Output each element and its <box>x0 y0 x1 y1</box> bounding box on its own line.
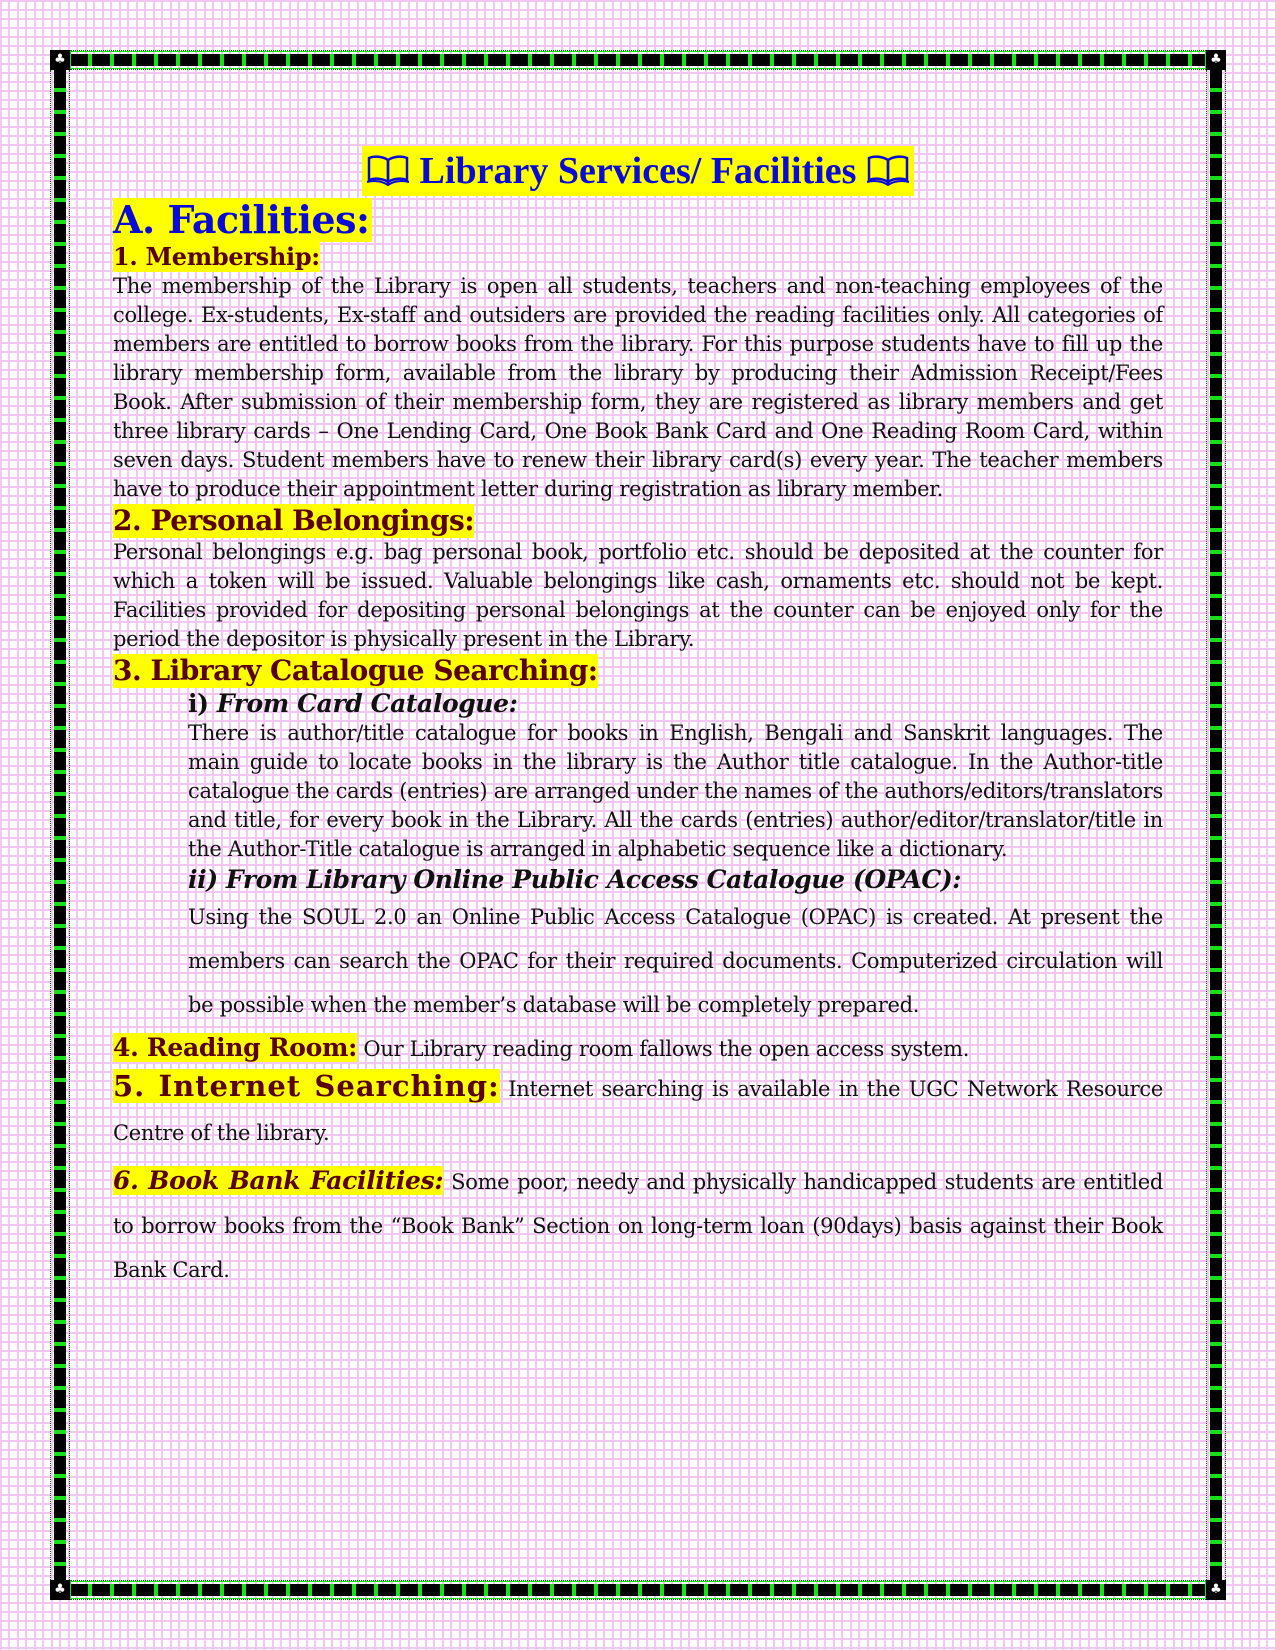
card-catalogue-section <box>188 688 1163 864</box>
border-bottom <box>70 1580 1206 1600</box>
opac-text: Using the SOUL 2.0 an Online Public Access Catalogue (OPAC) is created. At present the members can search the OPAC for their required documents. Computerized circulation will be possible when the member’s database will be completely prepared. <box>188 905 1163 1017</box>
opac-heading-text: ii) From Library Online Public Access Catalogue (OPAC): <box>188 865 962 894</box>
reading-room-heading: 4. Reading Room: <box>113 1033 358 1062</box>
reading-room-text: Our Library reading room fallows the open access system. <box>363 1037 970 1061</box>
open-book-icon <box>366 154 410 186</box>
border-left <box>50 70 70 1580</box>
card-catalogue-heading <box>188 688 1163 719</box>
document-body <box>113 146 1163 1292</box>
internet-text: Internet searching is available in the UGC Network Resource Centre of the library. <box>113 1077 1163 1145</box>
opac-section <box>188 864 1163 1027</box>
opac-heading <box>188 864 1163 895</box>
belongings-text: Personal belongings e.g. bag personal book, portfolio etc. should be deposited at the counter for which a token will be issued. Valuable belongings like cash, ornaments etc. should not be kept. Facilities provided for depositing personal belongings at the counter can be enjoyed only for the period the depositor is physically present in the Library. <box>113 540 1163 651</box>
book-bank-heading: 6. Book Bank Facilities: <box>113 1166 444 1195</box>
card-catalogue-text: There is author/title catalogue for books in English, Bengali and Sanskrit languages. The main guide to locate books in the library is the Author title catalogue. In the Author-title catalogue the cards (entries) are arranged under the names of the authors/editors/translators and title, for every book in the Library. All the cards (entries) author/editor/translator/title in the Author-Title catalogue is arranged in alphabetic sequence like a dictionary. <box>188 721 1163 861</box>
belongings-heading: 2. Personal Belongings: <box>113 504 475 537</box>
border-top <box>70 50 1206 70</box>
movie-camera-icon: ♣ <box>50 1580 70 1600</box>
book-bank-text: Some poor, needy and physically handicapped students are entitled to borrow books from the “Book Bank” Section on long-term loan (90days) basis against their Book Bank Card. <box>113 1170 1163 1282</box>
open-book-icon <box>866 154 910 186</box>
card-catalogue-prefix: i) <box>188 689 209 718</box>
internet-paragraph <box>113 1064 1163 1155</box>
border-right <box>1206 70 1226 1580</box>
reading-room-paragraph <box>113 1033 1163 1064</box>
movie-camera-icon: ♣ <box>50 50 70 70</box>
membership-text: The membership of the Library is open all students, teachers and non-teaching employees of the college. Ex-students, Ex-staff and outsiders are provided the reading facilities only. All categories of members are entitled to borrow books from the library. For this purpose students have to fill up the library membership form, available from the library by producing their Admission Receipt/Fees Book. After submission of their membership form, they are registered as library members and get three library cards – One Lending Card, One Book Bank Card and One Reading Room Card, within seven days. Student members have to renew their library card(s) every year. The teacher members have to produce their appointment letter during registration as library member. <box>113 274 1163 501</box>
title-row <box>113 146 1163 196</box>
internet-heading: 5. Internet Searching: <box>113 1069 500 1103</box>
page-title <box>362 146 914 196</box>
card-catalogue-title: From Card Catalogue: <box>216 689 518 718</box>
membership-heading: 1. Membership: <box>113 242 320 271</box>
movie-camera-icon: ♣ <box>1206 1580 1226 1600</box>
section-a-heading: A. Facilities: <box>113 197 370 242</box>
movie-camera-icon: ♣ <box>1206 50 1226 70</box>
catalogue-heading: 3. Library Catalogue Searching: <box>113 654 598 687</box>
book-bank-paragraph <box>113 1159 1163 1292</box>
page-title-text: Library Services/ Facilities <box>419 150 857 192</box>
